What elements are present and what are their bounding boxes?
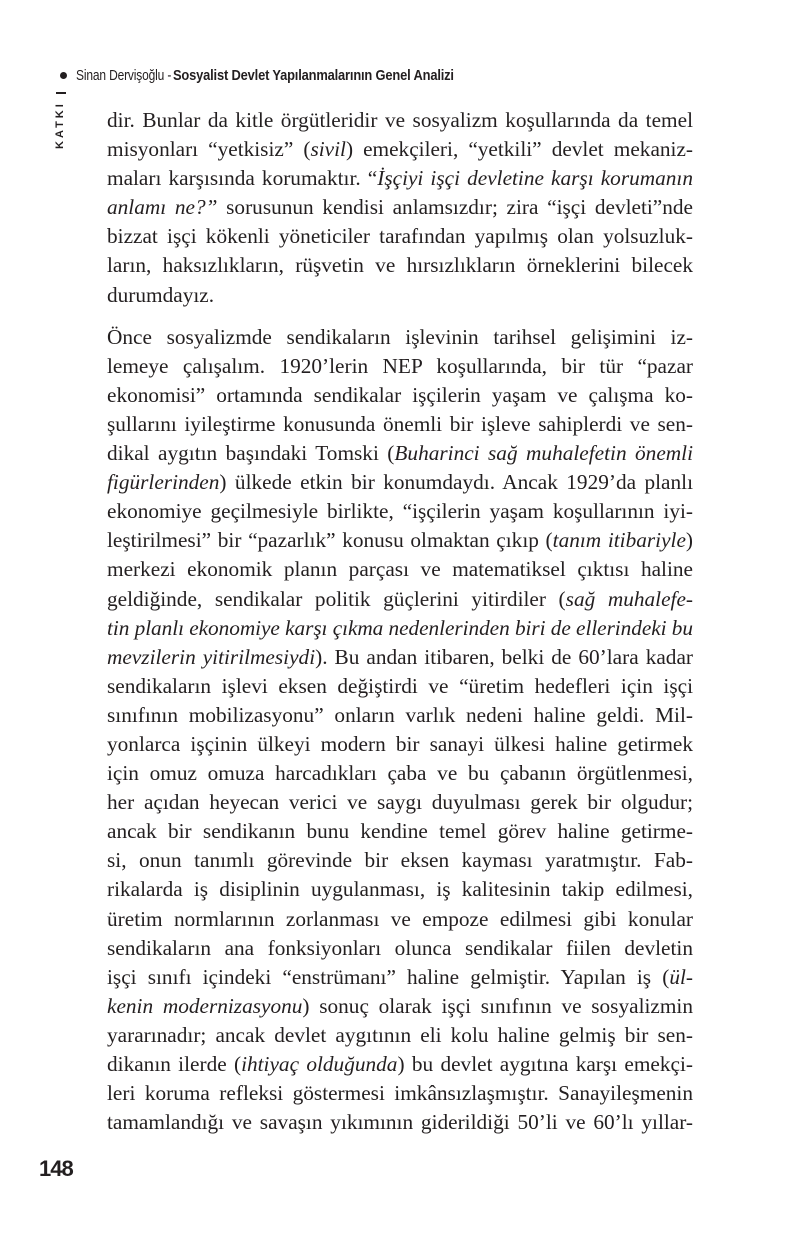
text-line — [107, 526, 693, 555]
text-run: maları karşısında korumaktır. “ — [107, 166, 378, 191]
text-run: üretim normlarının zorlanması ve empoze edilmesi gibi konular — [107, 906, 693, 931]
text-run: ) bu devlet aygıtına karşı emekçi- — [397, 1052, 693, 1076]
text-run: işçi sınıfı içindeki “enstrümanı” haline gelmiştir. Yapılan iş ( — [107, 964, 670, 989]
text-line — [107, 585, 693, 614]
text-line — [107, 701, 693, 730]
text-line — [107, 281, 693, 310]
text-line — [107, 788, 693, 817]
italic-run: sağ muhalefe- — [565, 586, 693, 611]
text-line — [107, 222, 693, 251]
italic-run: ihtiyaç olduğunda — [241, 1052, 398, 1076]
text-run: yonlarca işçinin ülkeyi modern bir sanayi ülkesi haline getirmek — [107, 731, 693, 756]
italic-run: figürlerinden — [107, 470, 220, 495]
text-line — [107, 468, 693, 497]
header-rule-divider — [56, 92, 66, 94]
text-run: ) emekçileri, “yetkili” devlet mekaniz- — [345, 137, 694, 162]
italic-run: mevzilerin yitirilmesiydi — [107, 644, 316, 669]
text-run: si, onun tanımlı görevinde bir eksen kayması yaratmıştır. Fab- — [107, 848, 693, 873]
text-run: sendikaların işlevi eksen değiştirdi ve “üretim hedefleri için işçi — [107, 673, 693, 698]
body-text — [107, 106, 693, 1137]
text-line — [107, 555, 693, 584]
text-run: geldiğinde, sendikalar politik güçlerini yitirdiler ( — [107, 586, 566, 611]
paragraph — [107, 323, 693, 1138]
text-run: leri koruma refleksi göstermesi imkânsızlaşmıştır. Sanayileşmenin — [107, 1081, 693, 1106]
text-line — [107, 251, 693, 280]
header-title: Sosyalist Devlet Yapılanmalarının Genel Analizi — [172, 66, 454, 84]
text-line — [107, 1021, 693, 1050]
text-run: için omuz omuza harcadıkları çaba ve bu çabanın örgütlenmesi, — [107, 761, 693, 786]
text-line — [107, 992, 693, 1021]
text-run: dikanın ilerde ( — [107, 1052, 242, 1076]
text-run: dir. Bunlar da kitle örgütleridir ve sosyalizm koşullarında da temel — [107, 108, 693, 132]
text-run: yararınadır; ancak devlet aygıtının eli kolu haline gelmiş bir sen- — [107, 1022, 693, 1047]
text-run: ) — [685, 528, 693, 553]
page-number: 148 — [39, 1156, 73, 1181]
italic-run: ül- — [669, 964, 693, 989]
italic-run: Buharinci sağ muhalefetin önemli — [394, 441, 693, 466]
text-line — [107, 614, 693, 643]
text-run: ekonomiye geçilmesiyle birlikte, “işçilerin yaşam koşullarının iyi- — [107, 499, 693, 524]
text-run: Önce sosyalizmde sendikaların işlevinin tarihsel gelişimini iz- — [107, 324, 693, 349]
text-line — [107, 672, 693, 701]
text-line — [107, 1050, 693, 1079]
text-run: sendikaların ana fonksiyonları olunca sendikalar fiilen devletin — [107, 935, 693, 960]
text-line — [107, 759, 693, 788]
text-run: sınıfının mobilizasyonu” onların varlık nedeni haline geldi. Mil- — [107, 702, 693, 727]
text-run: ) ülkede etkin bir konumdaydı. Ancak 1929’da planlı — [219, 470, 693, 495]
paragraph — [107, 106, 693, 310]
text-line — [107, 439, 693, 468]
text-line — [107, 323, 693, 352]
section-side-label: KATKI — [54, 101, 66, 149]
text-line — [107, 381, 693, 410]
italic-run: kenin modernizasyonu — [107, 993, 303, 1018]
text-line — [107, 1079, 693, 1108]
text-run: merkezi ekonomik planın parçası ve matematiksel çıktısı haline — [107, 557, 693, 582]
header-author: Sinan Dervişoğlu - — [76, 66, 172, 84]
text-run: durumdayız. — [107, 282, 215, 307]
text-line — [107, 905, 693, 934]
text-run: ). Bu andan itibaren, belki de 60’lara kadar — [315, 644, 693, 669]
text-line — [107, 934, 693, 963]
running-header — [60, 64, 500, 86]
text-line — [107, 846, 693, 875]
text-line — [107, 135, 693, 164]
text-run: tamamlandığı ve savaşın yıkımının giderildiği 50’li ve 60’lı yıllar- — [107, 1110, 693, 1135]
text-line — [107, 643, 693, 672]
italic-run: sivil — [310, 137, 346, 162]
text-run: rikalarda iş disiplinin uygulanması, iş kalitesinin takip edilmesi, — [107, 877, 693, 902]
text-run: şullarını iyileştirme konusunda önemli bir işleve sahiplerdi ve sen- — [107, 411, 693, 436]
italic-run: tanım itibariyle — [552, 528, 686, 553]
text-run: ekonomisi” ortamında sendikalar işçilerin yaşam ve çalışma ko- — [107, 382, 693, 407]
text-run: ) sonuç olarak işçi sınıfının ve sosyalizmin — [302, 993, 693, 1018]
text-line — [107, 1108, 693, 1137]
bullet-icon — [60, 72, 67, 79]
italic-run: anlamı ne?” — [107, 195, 218, 220]
text-line — [107, 963, 693, 992]
text-run: ların, haksızlıkların, rüşvetin ve hırsızlıkların örneklerini bilecek — [107, 253, 693, 278]
text-line — [107, 106, 693, 135]
text-line — [107, 497, 693, 526]
italic-run: İşçiyi işçi devletine karşı korumanın — [377, 166, 693, 191]
text-run: misyonları “yetkisiz” ( — [107, 137, 311, 162]
text-line — [107, 875, 693, 904]
text-line — [107, 193, 693, 222]
text-run: ancak bir sendikanın bunu kendine temel görev haline getirme- — [107, 819, 693, 844]
text-run: dikal aygıtın başındaki Tomski ( — [107, 441, 395, 466]
text-line — [107, 410, 693, 439]
text-run: her açıdan heyecan verici ve saygı duyulması gerek bir olgudur; — [107, 790, 693, 815]
text-run: sorusunun kendisi anlamsızdır; zira “işçi devleti”nde — [217, 195, 694, 220]
text-line — [107, 352, 693, 381]
text-line — [107, 817, 693, 846]
text-run: lemeye çalışalım. 1920’lerin NEP koşullarında, bir tür “pazar — [107, 353, 693, 378]
text-run: bizzat işçi kökenli yöneticiler tarafından yapılmış olan yolsuzluk- — [107, 224, 693, 249]
italic-run: tin planlı ekonomiye karşı çıkma nedenlerinden biri de ellerindeki bu — [107, 615, 693, 640]
text-line — [107, 730, 693, 759]
text-line — [107, 164, 693, 193]
text-run: leştirilmesi” bir “pazarlık” konusu olmaktan çıkıp ( — [107, 528, 553, 553]
